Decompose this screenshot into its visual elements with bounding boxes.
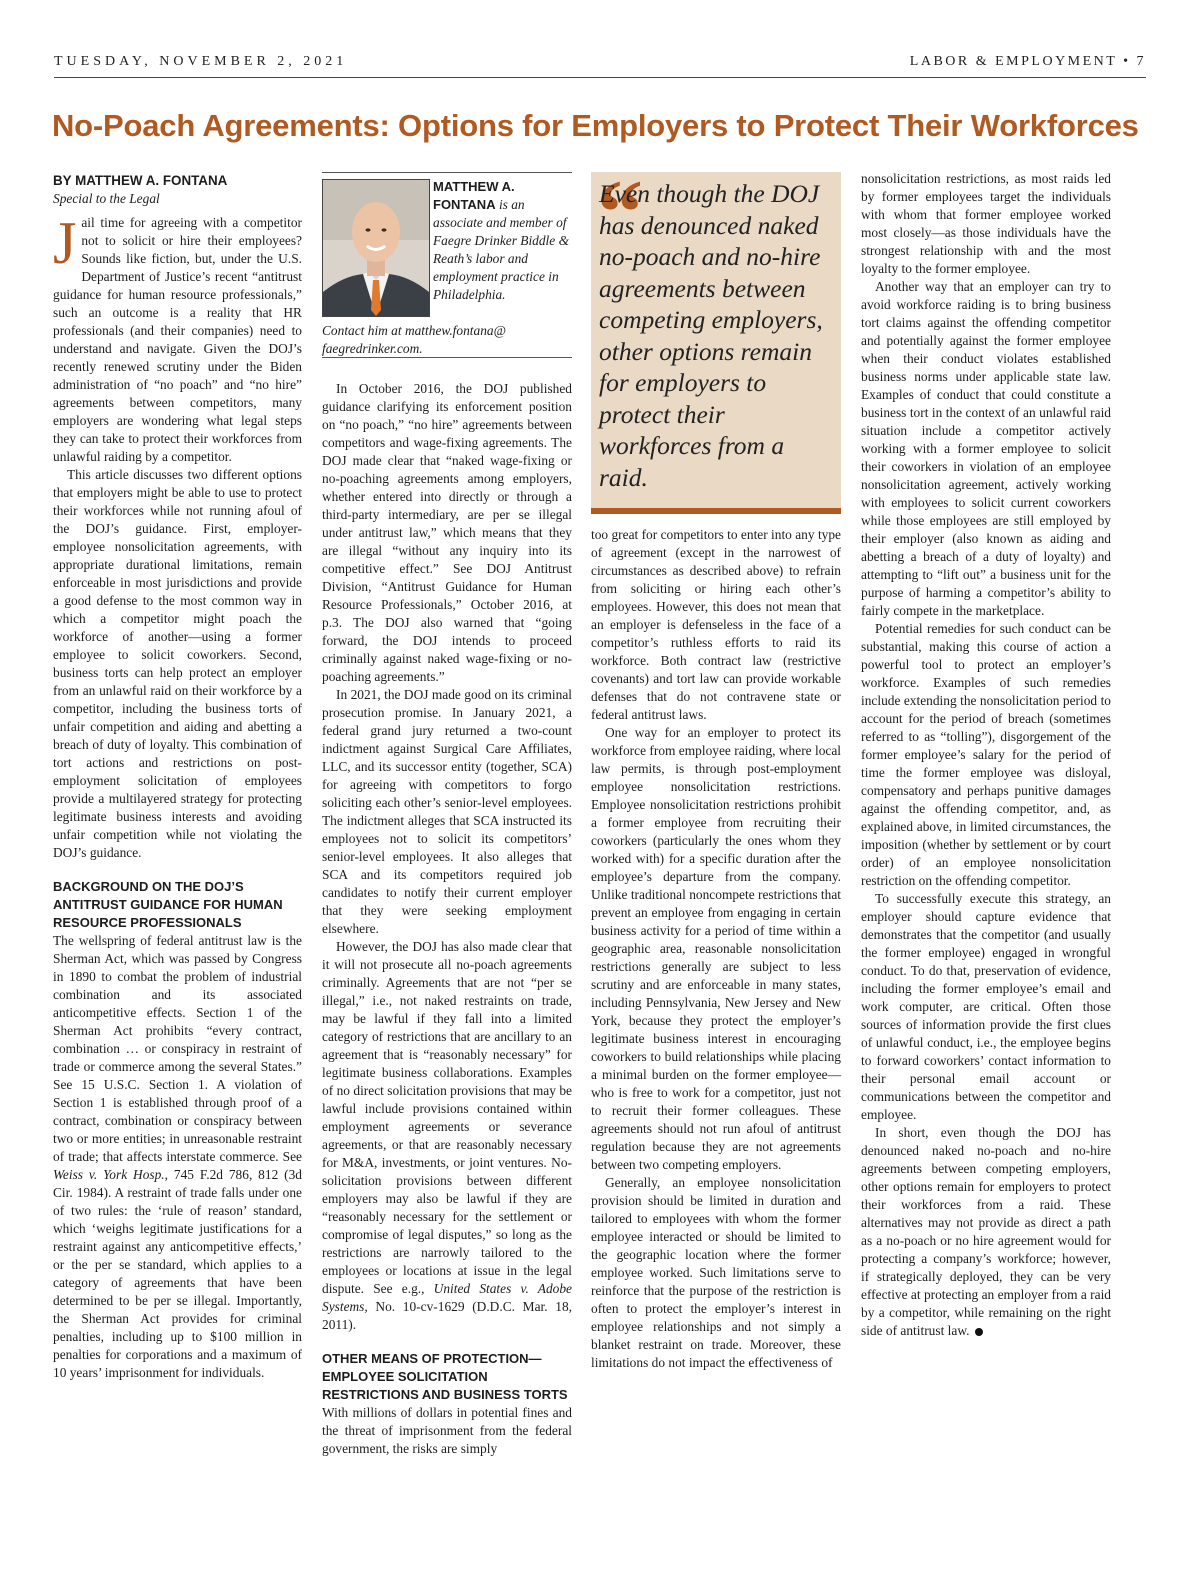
bio-contact: Contact him at matthew.fontana@ faegredrinker.com. xyxy=(322,323,506,356)
col3-paragraph-1: too great for competitors to enter into any type of agreement (except in the narrowest of circumstances as described above) to refrain from soliciting or hiring each other’s employees. However, this does not mean that an employer is defenseless in the face of a competitor’s ruthless efforts to raid its workforce. Both contract law (restrictive covenants) and tort law can provide workable defenses that do not contravene state or federal antitrust laws. xyxy=(591,527,841,722)
col2-paragraph-1: In October 2016, the DOJ published guidance clarifying its enforcement position on “no poach,” “no hire” agreements between competitors and wage-fixing agreements. The DOJ made clear that “naked wage-fixing or no-poaching agreements among employers, whether entered into directly or through a third-party intermediary, are per se illegal under antitrust law,” which means that they are illegal “without any inquiry into its competitive effect.” See DOJ Antitrust Division, “Antitrust Guidance for Human Resource Professionals,” October 2016, at p.3. The DOJ also warned that “going forward, the DOJ intends to proceed criminally against naked wage-fixing or no-poaching agreements.” xyxy=(322,381,572,684)
col3-paragraph-2: One way for an employer to protect its workforce from employee raiding, where local law permits, is through post-employment employee nonsolicitation restrictions. Employee nonsolicitation restrictions prohibit a former employee from recruiting their coworkers (particularly the ones whom they worked with) for a specific duration after the employee’s departure from the company. Unlike traditional noncompete restrictions that prevent an employee from engaging in certain business activity for a period of time within a geographic area, reasonable nonsolicitation restrictions generally are subject to less scrutiny and are enforceable in many states, including Pennsylvania, New Jersey and New York, because they protect the employer’s legitimate business interest in encouraging coworkers to build relationships while placing a minimal burden on the former employee—who is free to work for a competitor, just not to recruit their former colleagues. These agreements should not run afoul of antitrust regulation because they are not agreements between two competing employers. xyxy=(591,725,841,1172)
bio-text xyxy=(433,178,573,304)
col4-paragraph-1: nonsolicitation restrictions, as most raids led by former employees target the individuals with whom that former employee worked most closely—as those individuals have the strongest relationship with and the most loyalty to the former employee. xyxy=(861,171,1111,276)
column-2 xyxy=(322,380,572,1458)
byline: BY MATTHEW A. FONTANA xyxy=(53,173,228,188)
subhead-other-means: OTHER MEANS OF PROTECTION—EMPLOYEE SOLICITATION RESTRICTIONS AND BUSINESS TORTS xyxy=(322,1351,568,1402)
col2-paragraph-4: With millions of dollars in potential fines and the threat of imprisonment from the federal government, the risks are simply xyxy=(322,1405,572,1456)
article-title: No-Poach Agreements: Options for Employers to Protect Their Workforces xyxy=(52,108,1139,143)
bio-name: MATTHEW A. FONTANA xyxy=(433,179,515,212)
column-1 xyxy=(53,172,302,1382)
byline-special: Special to the Legal xyxy=(53,191,160,206)
col4-paragraph-2: Another way that an employer can try to avoid workforce raiding is to bring business tort claims against the offending competitor and potentially against the former employee when their conduct violates established business norms under applicable state law. Examples of conduct that could constitute a business tort in the context of an unlawful raid situation include a competitor actively working with a former employee to solicit their coworkers in violation of an employee nonsolicitation agreement, actively working with employees to solicit current coworkers while those employees are still employed by their employer (also known as aiding and abetting a breach of a duty of loyalty) and attempting to “lift out” a business unit for the purpose of harming a competitor’s ability to fairly compete in the marketplace. xyxy=(861,279,1111,618)
column-4 xyxy=(861,170,1111,1340)
column-3 xyxy=(591,526,841,1372)
col2-paragraph-3: However, the DOJ has also made clear that it will not prosecute all no-poach agreements criminally. Agreements that are not “per se illegal,” i.e., not naked restraints on trade, may be lawful if they fall into a limited category of restrictions that are ancillary to an agreement that is “reasonably necessary” for legitimate business collaborations. Examples of no direct solicitation provisions that may be lawful include provisions contained within employment agreements or severance agreements, or that are reasonably necessary for M&A, investments, or joint ventures. No-solicitation provisions between different employers may also be lawful if they are “reasonably necessary for the settlement or compromise of legal disputes,” so long as the restrictions are narrowly tailored to the employees or locations at issue in the legal dispute. See e.g., United States v. Adobe Systems, No. 10-cv-1629 (D.D.C. Mar. 18, 2011). xyxy=(322,939,572,1332)
author-photo xyxy=(322,179,430,317)
section-label: LABOR & EMPLOYMENT • 7 xyxy=(909,54,1146,69)
col4-paragraph-3: Potential remedies for such conduct can be substantial, making this course of action a powerful tool to protect an employer’s workforce. Examples of such remedies include extending the nonsolicitation period to account for the period of breach (sometimes referred to as “tolling”), disgorgement of the former employee’s salary for the period of time the former employee was disloyal, compensatory and perhaps punitive damages against the offending competitor, and, as explained above, in limited circumstances, the imposition (whether by settlement or by court order) of an employee nonsolicitation restriction on the offending competitor. xyxy=(861,621,1111,888)
col4-paragraph-4: To successfully execute this strategy, an employer should capture evidence that demonstrates that the competitor (and usually the former employee) engaged in wrongful conduct. To do that, preservation of evidence, including the former employee’s email and work computer, are critical. Often those sources of information provide the first clues of unlawful conduct, i.e., the employee begins to forward coworkers’ contact information to their personal email account or communications between the competitor and employee. xyxy=(861,891,1111,1122)
header-rule xyxy=(54,77,1146,78)
col3-paragraph-3: Generally, an employee nonsolicitation provision should be limited in duration and tailored to employees with whom the former employee interacted or should be limited to the geographic location where the former employee worked. Such limitations serve to reinforce that the purpose of the restriction is often to protect the employer’s interest in employee relationships and not simply a blanket restraint on trade. Moreover, these limitations do not impact the effectiveness of xyxy=(591,1175,841,1370)
col1-paragraph-1: Jail time for agreeing with a competitor not to solicit or hire their employees? Sounds like fiction, but, under the U.S. Department of Justice’s recent “antitrust guidance for human resource professionals,” such an outcome is a reality that HR professionals (and their companies) need to understand and navigate. Given the DOJ’s recently renewed scrutiny under the Biden administration of “no poach” and “no hire” agreements between competitors, many employers are wondering what legal steps they can take to protect their workforces from unlawful raiding by a competitor. xyxy=(53,210,302,464)
bio-description: is an associate and member of Faegre Drinker Biddle & Reath’s labor and employment practice in Philadelphia. xyxy=(433,197,569,302)
pull-quote-text: Even though the DOJ has denounced naked no-poach and no-hire agreements between competing employers, other options remain for employers to protect their workforces from a raid. xyxy=(599,179,823,492)
author-bio xyxy=(322,172,572,358)
quote-mark-icon: “ xyxy=(597,161,643,263)
subhead-background: BACKGROUND ON THE DOJ’S ANTITRUST GUIDANCE FOR HUMAN RESOURCE PROFESSIONALS xyxy=(53,879,283,930)
col4-paragraph-5: In short, even though the DOJ has denounced naked no-poach and no-hire agreements between competing employers, other options remain for employers to protect their workforces from a raid. These alternatives may not provide as direct a path as a no-poach or no hire agreement would for protecting a company’s workforce; however, if strategically deployed, they can be very effective at protecting an employer from a raid by a competitor, while remaining on the right side of antitrust law. xyxy=(861,1125,1111,1338)
col2-paragraph-2: In 2021, the DOJ made good on its criminal prosecution promise. In January 2021, a federal grand jury returned a two-count indictment against Surgical Care Affiliates, LLC, and its successor entity (together, SCA) for agreeing with competitors to forgo soliciting each other’s senior-level employees. The indictment alleges that SCA instructed its employees not to solicit its competitors’ senior-level employees. It also alleges that SCA and its competitors required job candidates to notify their current employer that they were seeking employment elsewhere. xyxy=(322,687,572,936)
col1-paragraph-2: This article discusses two different options that employers might be able to use to protect their workforces while not running afoul of the DOJ’s guidance. First, employer-employee nonsolicitation agreements, with appropriate durational limitations, remain enforceable in most jurisdictions and provide a good defense to the most common way in which a competitor might poach the workforce of another—using a former employee to solicit coworkers. Second, business torts can help protect an employer from an unlawful raid on their workforce by a competitor, including the business torts of unfair competition and aiding and abetting a breach of duty of loyalty. This combination of tort actions and restrictions on post-employment solicitation of employees provide a multilayered strategy for protecting legitimate business interests and avoiding unfair competition while not violating the DOJ’s guidance. xyxy=(53,467,302,860)
pull-quote xyxy=(591,161,841,514)
drop-cap: J xyxy=(53,210,77,276)
page-date: TUESDAY, NOVEMBER 2, 2021 xyxy=(54,54,348,69)
end-mark-icon xyxy=(975,1328,983,1336)
col1-paragraph-3: The wellspring of federal antitrust law is the Sherman Act, which was passed by Congress in 1890 to combat the problem of industrial combination and its associated anticompetitive effects. Section 1 of the Sherman Act prohibits “every contract, combination … or conspiracy in restraint of trade or commerce among the several States.” See 15 U.S.C. Section 1. A violation of Section 1 is established through proof of a contract, combination or conspiracy between two or more entities; in unreasonable restraint of trade; that affects interstate commerce. See Weiss v. York Hosp., 745 F.2d 786, 812 (3d Cir. 1984). A restraint of trade falls under one of two rules: the ‘rule of reason’ standard, which ‘weighs legitimate justifications for a restraint against any anticompetitive effects,’ or the per se standard, which applies to a category of agreements that have been determined to be per se illegal. Importantly, the Sherman Act provides for criminal penalties, including up to $100 million in penalties for corporations and a maximum of 10 years’ imprisonment for individuals. xyxy=(53,933,302,1380)
